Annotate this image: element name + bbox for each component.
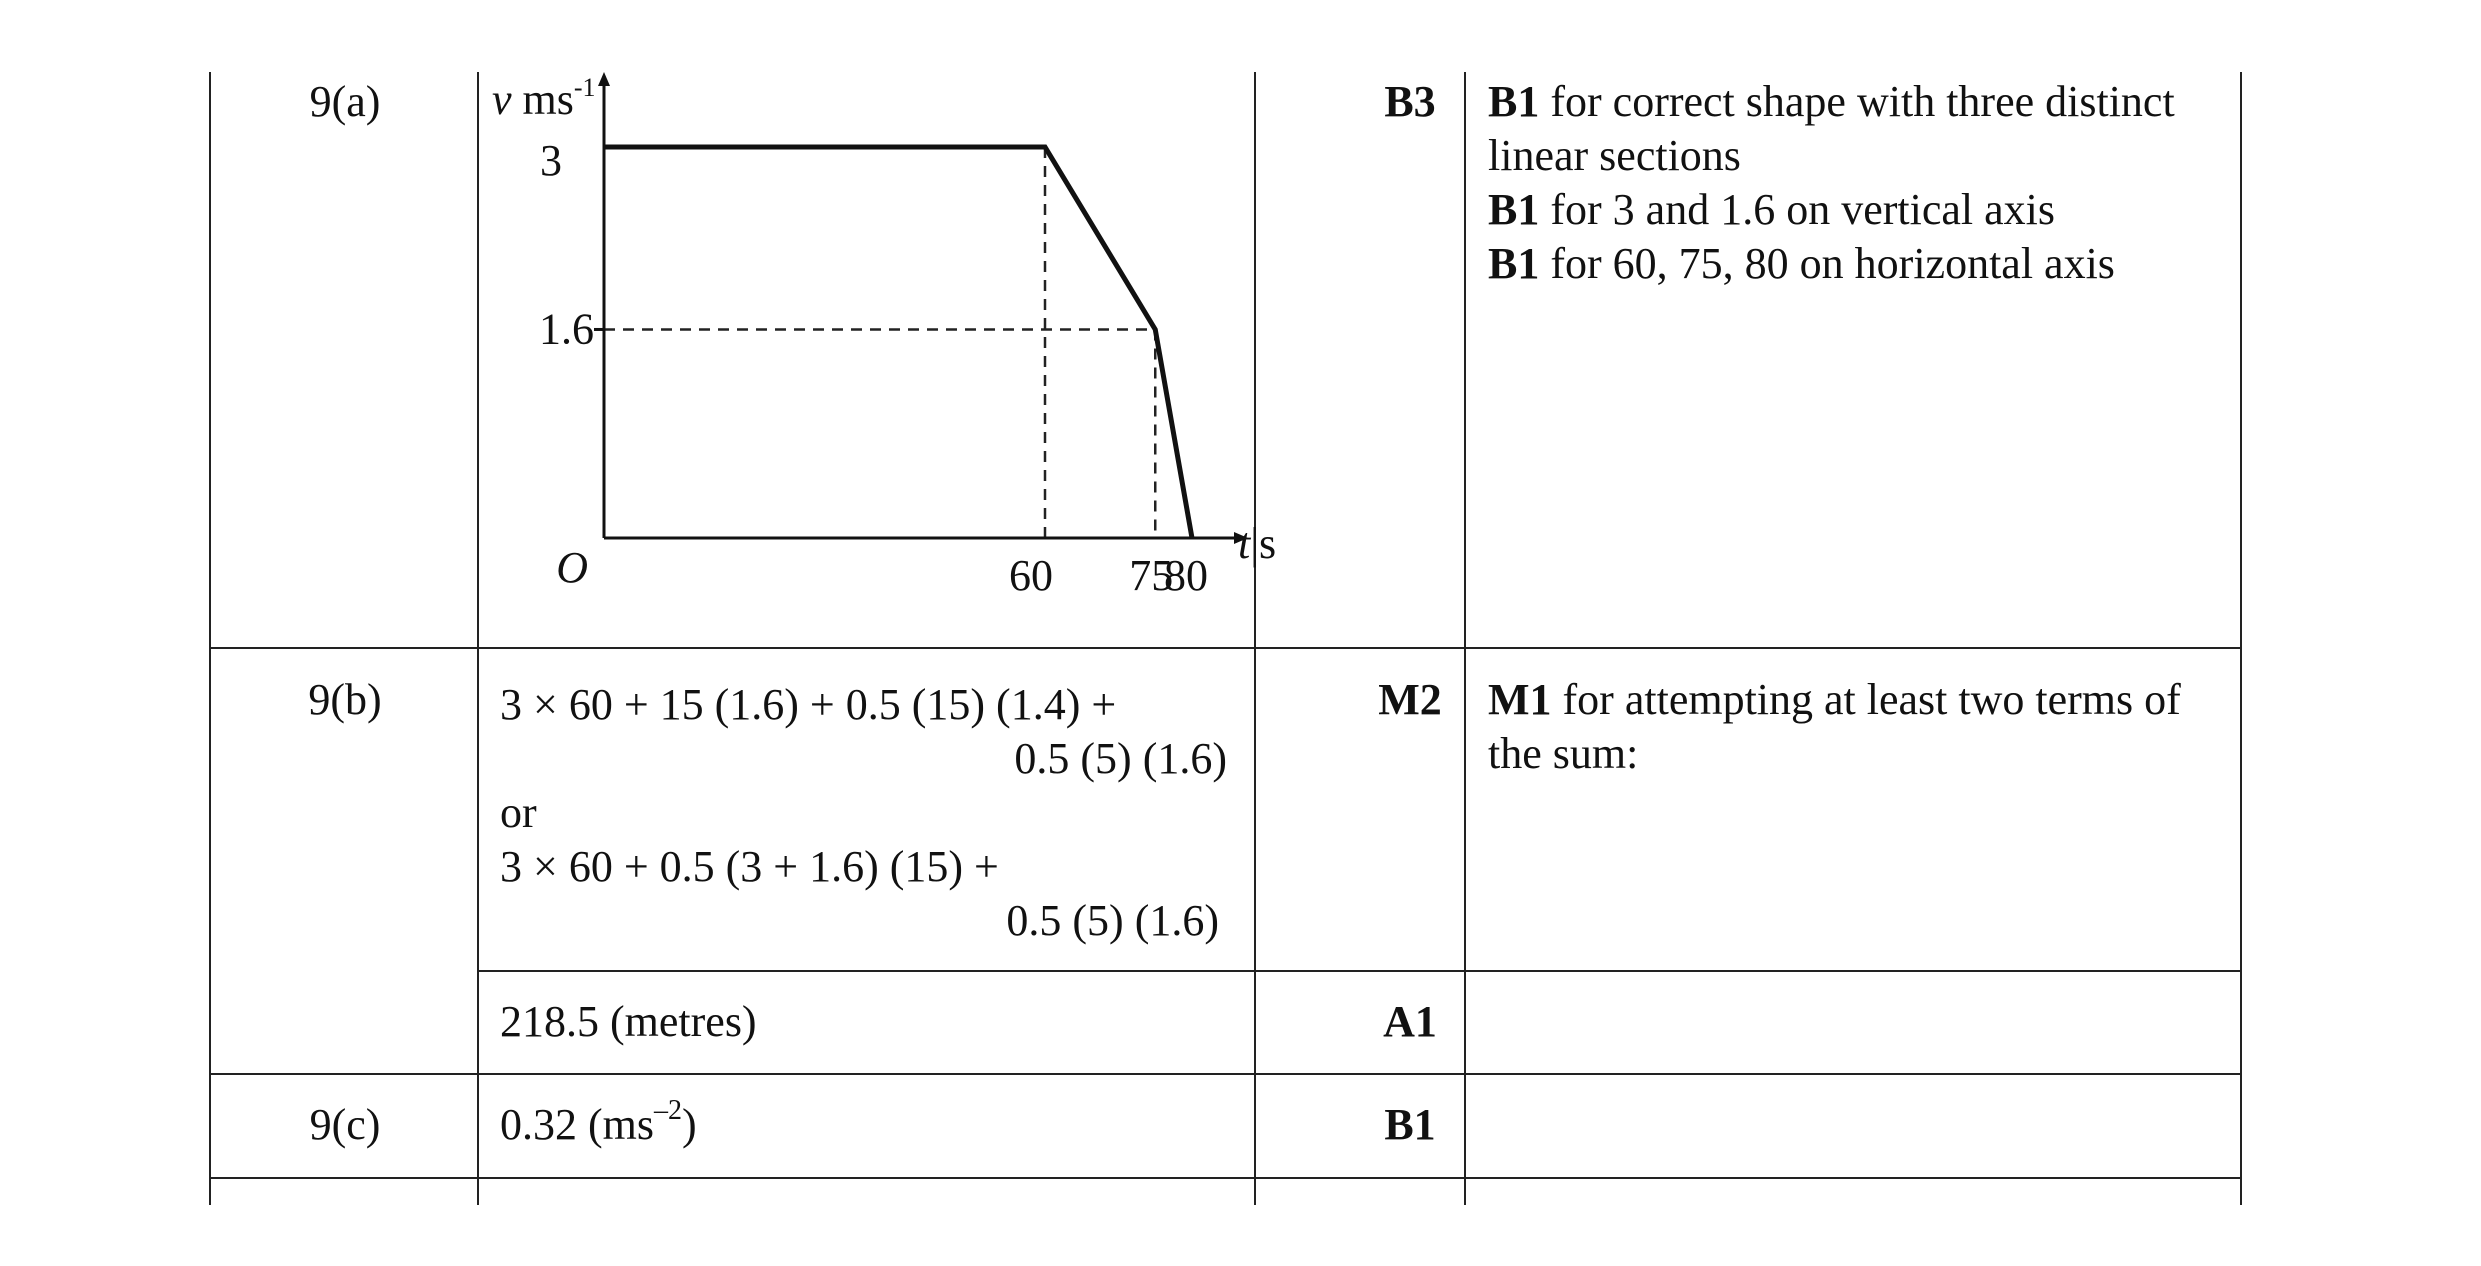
answer-9c-exponent: –2 bbox=[654, 1095, 682, 1127]
question-number-9b: 9(b) bbox=[308, 675, 382, 724]
x-tick-label-80: 80 bbox=[1164, 551, 1208, 600]
question-number-9a: 9(a) bbox=[309, 77, 381, 126]
guidance-9a-line-1: B1 for correct shape with three distinct bbox=[1488, 77, 2175, 126]
guidance-9a bbox=[1488, 75, 2175, 291]
guidance-9a-line-3: B1 for 3 and 1.6 on vertical axis bbox=[1488, 185, 2055, 234]
x-tick-label-60: 60 bbox=[1009, 551, 1053, 600]
answer-9b-or: or bbox=[500, 788, 537, 837]
answer-9b-line-2: 0.5 (5) (1.6) bbox=[1014, 734, 1227, 783]
origin-label: O bbox=[556, 543, 588, 592]
mark-9c: B1 bbox=[1384, 1100, 1436, 1149]
guidance-9b-line-2: the sum: bbox=[1488, 729, 1639, 778]
guidance-9b-line-1: M1 for attempting at least two terms of bbox=[1488, 675, 2181, 724]
answer-9b-final: 218.5 (metres) bbox=[500, 997, 757, 1046]
velocity-line bbox=[604, 147, 1192, 538]
y-axis-arrow bbox=[598, 72, 610, 86]
x-tick-label-75: 75 bbox=[1129, 551, 1174, 600]
mark-9a: B3 bbox=[1384, 77, 1436, 126]
answer-9b-method-1 bbox=[500, 678, 1116, 732]
y-tick-label-1.6: 1.6 bbox=[539, 304, 594, 354]
y-axis-title: v $ms^{-1}$ bbox=[492, 73, 596, 124]
question-number-9c: 9(c) bbox=[309, 1100, 381, 1149]
guidance-9b bbox=[1488, 673, 2181, 781]
mark-9b-final: A1 bbox=[1383, 997, 1437, 1046]
x-axis-title: t|s bbox=[1238, 519, 1277, 568]
y-tick-label-3: 3 bbox=[540, 136, 562, 185]
guidance-9a-line-4: B1 for 60, 75, 80 on horizontal axis bbox=[1488, 239, 2115, 288]
answer-9b-line-4: 0.5 (5) (1.6) bbox=[1006, 896, 1219, 945]
guidance-9a-line-2: linear sections bbox=[1488, 131, 1741, 180]
answer-9c bbox=[500, 1095, 697, 1152]
answer-9b-line-1: 3 × 60 + 15 (1.6) + 0.5 (15) (1.4) + bbox=[500, 680, 1117, 729]
mark-9b: M2 bbox=[1378, 675, 1442, 724]
answer-9b-line-3: 3 × 60 + 0.5 (3 + 1.6) (15) + bbox=[500, 842, 999, 891]
velocity-time-graph bbox=[482, 70, 1282, 630]
answer-9c-close: ) bbox=[682, 1100, 697, 1149]
answer-9c-main: 0.32 (ms bbox=[500, 1100, 654, 1149]
